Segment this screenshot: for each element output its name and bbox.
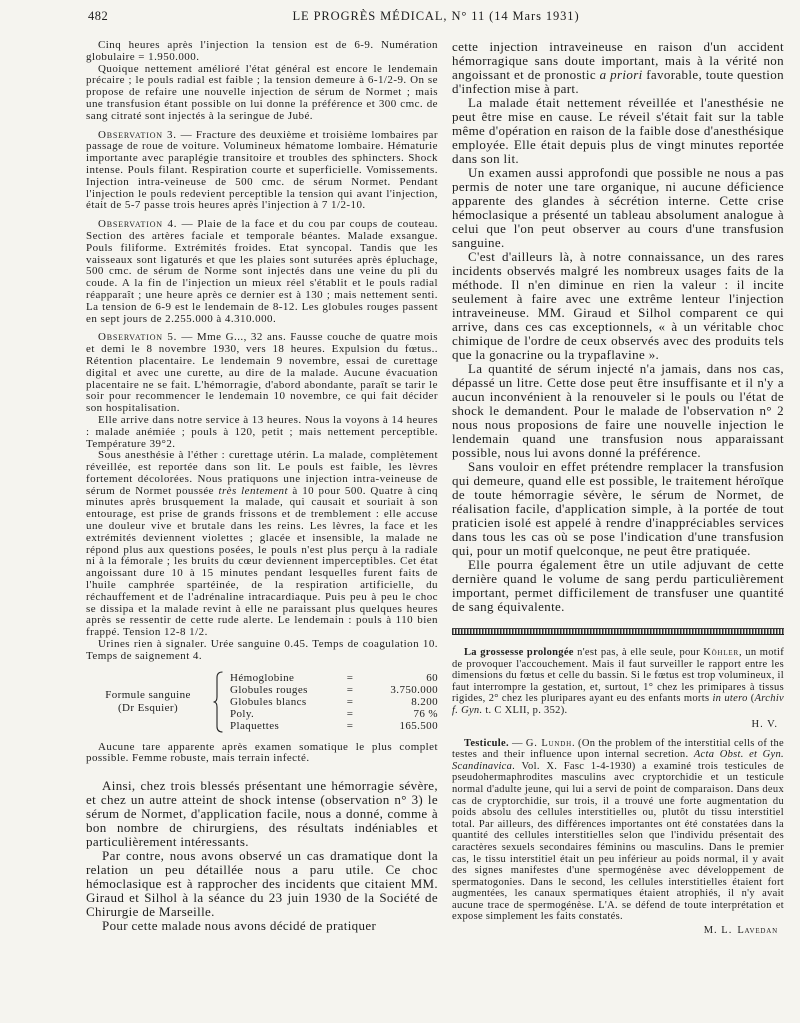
formula-name: Globules blancs (230, 695, 307, 708)
note-text: ( (747, 693, 755, 705)
note-text: . (On the problem of the interstitial cells of the testes and their influence upon internal secretion. (452, 737, 784, 761)
signature-name: Lavedan (737, 925, 778, 937)
formula-equals: = (346, 671, 354, 684)
note-author: G. Lundh (525, 737, 572, 749)
paragraph-continuation (452, 40, 784, 96)
italic-text: in utero (712, 693, 748, 705)
formula-row (230, 720, 438, 732)
blood-formula-title: Formule sanguine (105, 689, 191, 702)
blood-formula-label (86, 689, 210, 714)
paragraph-aucune-tare: Aucune tare apparente après examen somatique le plus complet possible. Femme robuste, mais terrain infecté. (86, 740, 438, 765)
observation-text: — Mme G..., 32 ans. Fausse couche de quatre mois et demi le 8 novembre 1930, vers 18 heures. Expulsion du fœtus.. Rétention placentaire. Le lendemain 9 novembre, essai de curettage digital et avec une curette, au dire de la malade. Aucune évacuation placentaire ne se fait. L'hémorragie, d'abord abondante, paraît se tarir le soir pour recommencer le lendemain 10 novembre, ce qui fait décider son hospitalisation. (86, 331, 438, 415)
italic-text: a priori (599, 67, 643, 82)
paragraph-lendemain: Quoique nettement amélioré l'état général est encore le lendemain précaire ; le pouls radial est faible ; la tension demeure à 6-1/2-9. On se propose de refaire une nouvelle injection de sérum de Normet ; mais une transfusion étant possible on lui donne la préférence et 300 cmc. de sang citraté sont injectés à la seringue de Jubé. (86, 62, 438, 122)
formula-value: 3.750.000 (390, 683, 438, 696)
note-title: La grossesse prolongée (464, 647, 574, 658)
paragraph-par-contre: Par contre, nous avons observé un cas dramatique dont la relation un peu détaillée nous a paru utile. Ce choc hémoclasique est à rapprocher des incidents que citaient MM. Giraud et Silhol à la séance du 23 juin 1930 de la Société de Chirurgie de Marseille. (86, 848, 438, 920)
paragraph-text: favorable, toute question d'infection mise à part. (452, 67, 784, 96)
note-testicule (452, 738, 784, 924)
curly-brace-stroke (214, 672, 223, 732)
paragraph-text: à 10 pour 500. Quatre à cinq minutes après brusquement la malade, qui causait et souriait à son entourage, est prise de grands frissons et de tremblement : elle accuse une douleur vive et brutale dans les reins. Les lèvres, la face et les extrémités deviennent violettes ; glacée et insensible, la malade ne répond plus aux questions posées, le pouls n'est plus perçu à la radiale ni à la fémorale ; les bruits du cœur deviennent imperceptibles. Cet état angoissant dure 10 à 15 minutes pendant lesquelles furent faits de l'huile camphrée spartéinée, de la respiration artificielle, du réchauffement et de l'adrénaline intracardiaque. Puis peu à peu le choc se dissipa et la malade revint à elle ne paraissant plus quelques heures après se ressentir de cette rude alerte. Le lendemain : pouls à 110 bien frappé. Tension 12-8 1/2. (86, 484, 438, 639)
right-column (452, 40, 784, 944)
observation-label: Observation 4. (98, 218, 178, 231)
formula-name: Globules rouges (230, 683, 308, 696)
formula-name: Poly. (230, 707, 255, 720)
paragraph-urines: Urines rien à signaler. Urée sanguine 0.45. Temps de coagulation 10. Temps de saignement 4. (86, 638, 438, 662)
blood-formula-author: (Dr Esquier) (117, 701, 179, 714)
formula-name: Hémoglobine (230, 671, 295, 684)
formula-name: Plaquettes (230, 719, 280, 732)
paragraph-numeration: Cinq heures après l'injection la tension est de 6-9. Numération globulaire = 1.950.000. (86, 39, 438, 63)
note-signature: H. V. (751, 718, 778, 730)
blood-formula (86, 671, 438, 733)
page-number: 482 (88, 9, 109, 23)
paragraph-pour-cette-malade: Pour cette malade nous avons décidé de pratiquer (102, 918, 377, 934)
note-text: — (508, 737, 526, 749)
observation-5 (86, 332, 438, 415)
journal-title: LE PROGRÈS MÉDICAL, N° 11 (14 Mars 1931) (292, 9, 580, 23)
formula-equals: = (346, 695, 354, 708)
note-grossesse (452, 647, 784, 717)
note-title: Testicule. (464, 737, 509, 749)
observation-label: Observation 5. (98, 331, 178, 344)
observation-3 (86, 130, 438, 213)
note-author: Köhler (703, 647, 739, 658)
decorative-rule (452, 628, 784, 635)
formula-equals: = (346, 707, 354, 720)
observation-text: — Plaie de la face et du cou par coups de couteau. Section des artères faciale et temporale béantes. Malade exsangue. Pouls filiforme. Extrémités froides. Etat syncopal. Tandis que les vaisseaux sont ligaturés et que les plaies sont suturées après épluchage, 500 cmc. de sérum de Norme sont injectés dans une veine du pli du coude. A la fin de l'injection un mieux réel s'établit et le pouls radial réapparaît ; une heure après ce dernier est à 130 ; mais nettement senti. La tension de 6-9 est le lendemain de 8-12. Les globules rouges passent en sept jours de 2.255.000 à 4.310.000. (86, 218, 438, 325)
observation-label: Observation 3. (98, 128, 177, 141)
paragraph-ainsi: Ainsi, chez trois blessés présentant une hémorragie sévère, et chez un autre atteint de shock intense (observation n° 3) le sérum de Normet, d'application facile, nous a donné, comme à bon nombre de chirurgiens, des résultats indéniables et particulièrement intéressants. (86, 778, 438, 850)
observation-4 (86, 219, 438, 325)
paragraph-examen: Un examen aussi approfondi que possible ne nous a pas permis de noter une tare organique, ni aucune déficience apparente des glandes à sécrétion interne. Cette crise hémoclasique a présenté un tableau absolument analogue à celui que l'on peut observer au cours d'une transfusion sanguine. (452, 165, 784, 250)
curly-brace (212, 671, 224, 733)
formula-row (230, 672, 438, 684)
paragraph-quantite: La quantité de sérum injecté n'a jamais, dans nos cas, dépassé un litre. Cette dose peut être insuffisante et il n'y a aucun inconvénient à la renouveler si le pouls ou l'état de shock le demandent. Pour le malade de l'observation n° 2 nous nous proposions de faire une nouvelle injection le lendemain quand une transfusion nous apparaissant possible, nous lui avons donné la préférence. (452, 361, 784, 460)
formula-row (230, 684, 438, 696)
formula-value: 60 (426, 671, 438, 684)
formula-row (230, 696, 438, 708)
formula-equals: = (346, 683, 354, 696)
left-column (86, 40, 438, 933)
formula-value: 76 % (413, 707, 438, 720)
note-text: t. C XLII, p. 352). (482, 704, 568, 716)
paragraph-anesthesie (86, 450, 438, 639)
note-text: . Vol. X. Fasc 1-4-1930) a examiné trois testicules de pseudohermaphrodites masculins avec cryptorchidie et un testicule normal d'adulte jeune, qui lui a servi de point de comparaison. Dans deux cas de cryptorchidie, sur trois, il a trouvé une forte augmentation du poids absolu des cellules interstitielles ou, plutôt du tissu interstitiel total. Par ailleurs, des différences importantes ont été constatées dans la quantité des cellules interstitielles selon que l'individu présentait des caractères sexuels secondaires féminins ou masculins. Dans le premier cas, le tissu interstitiel était un peu inférieur au poids normal, il y avait des signes manifestes d'une spermogénèse avec développement de spermatogonies. Dans le second, les cellules interstitielles étaient fort augmentées, les canaux spermatiques étaient atrophiés, il n'y avait aucune trace de spermogénèse. L'A. se défend de toute interprétation et expose simplement les faits constatés. (452, 760, 784, 923)
paragraph-arrivee: Elle arrive dans notre service à 13 heures. Nous la voyons à 14 heures : malade anémiée ; pouls à 120, petit ; mais nettement perceptible. Température 39°2. (86, 413, 438, 450)
formula-equals: = (346, 719, 354, 732)
running-head (0, 9, 800, 27)
formula-value: 165.500 (399, 719, 438, 732)
paragraph-text: cette injection intraveineuse en raison d'un accident hémorragique sans doute important, mais à la vérité non angoissant et de pronostic (452, 39, 784, 82)
formula-value: 8.200 (411, 695, 438, 708)
observation-text: — Fracture des deuxième et troisième lombaires par passage de roue de voiture. Volumineux hématome lombaire. Hématurie importante avec paraplégie transitoire et troubles des sphincters. Shock intense. Pouls filant. Respiration courte et superficielle. Vomissements. Injection intra-veineuse de 500 cmc. de sérum Normet. Pendant l'injection le pouls redevient perceptible la tension qui avant l'injection, était de 5-7 passe trois heures après l'injection à 7 1/2-10. (86, 128, 438, 212)
note-signature (452, 924, 778, 937)
paragraph-reveil: La malade était nettement réveillée et l'anesthésie ne peut être mise en cause. Le réveil s'était fait sur la table même d'opération en raison de la faible dose d'anesthésique employée. Elle était depuis plus de vingt minutes reportée dans son lit. (452, 95, 784, 166)
paragraph-text: Sous anesthésie à l'éther : curettage utérin. La malade, complètement réveillée, est reportée dans son lit. Le pouls est faible, les lèvres fortement décolorées. Nous pratiquons une injection intra-veineuse de sérum de Normet poussée (86, 449, 438, 497)
signature-initials: M. L. (703, 925, 733, 937)
paragraph-transfusion: Sans vouloir en effet prétendre remplacer la transfusion qui demeure, quand elle est possible, le traitement héroïque de toute hémorragie sévère, le sérum de Normet, de réalisation facile, d'application simple, à la portée de tout praticien isolé est appelé à rendre d'inappréciables services dans tous les cas où se pose l'indication d'une transfusion qui, pour un motif quelconque, ne peut être pratiquée. (452, 459, 784, 558)
italic-text: Acta Obst. et Gyn. Scandinavica (452, 749, 784, 772)
note-text: , un motif de provoquer l'accouchement. Mais il faut surveiller le rapport entre les dimensions du fœtus et celle du bassin. Si le fœtus est trop volumineux, il faut interrompre la gestation, et, surtout, 1° chez les primipares à tissus rigides, 2° chez les pluripares ayant eu des enfants morts (452, 647, 784, 705)
italic-text: très lentement (218, 484, 288, 497)
italic-text: Archiv f. Gyn. (452, 693, 784, 716)
paragraph-adjuvant: Elle pourra également être un utile adjuvant de cette dernière quand le volume de sang perdu particulièrement important, permet difficilement de transfuser une quantité de sang équivalente. (452, 557, 784, 614)
paragraph-incidents: C'est d'ailleurs là, à notre connaissance, un des rares incidents observés malgré les nombreux usages faits de la méthode. Il n'en diminue en rien la valeur : il incite seulement à faire avec une extrême lenteur l'injection intraveineuse. MM. Giraud et Silhol comparent ce qui arrive, dans ces cas exceptionnels, « à un véritable choc chimique de l'ordre de ceux observés avec des produits tels que la gonacrine ou la trypaflavine ». (452, 249, 784, 362)
blood-formula-rows (230, 672, 438, 732)
formula-row (230, 708, 438, 720)
note-text: n'est pas, à elle seule, pour (573, 647, 704, 658)
